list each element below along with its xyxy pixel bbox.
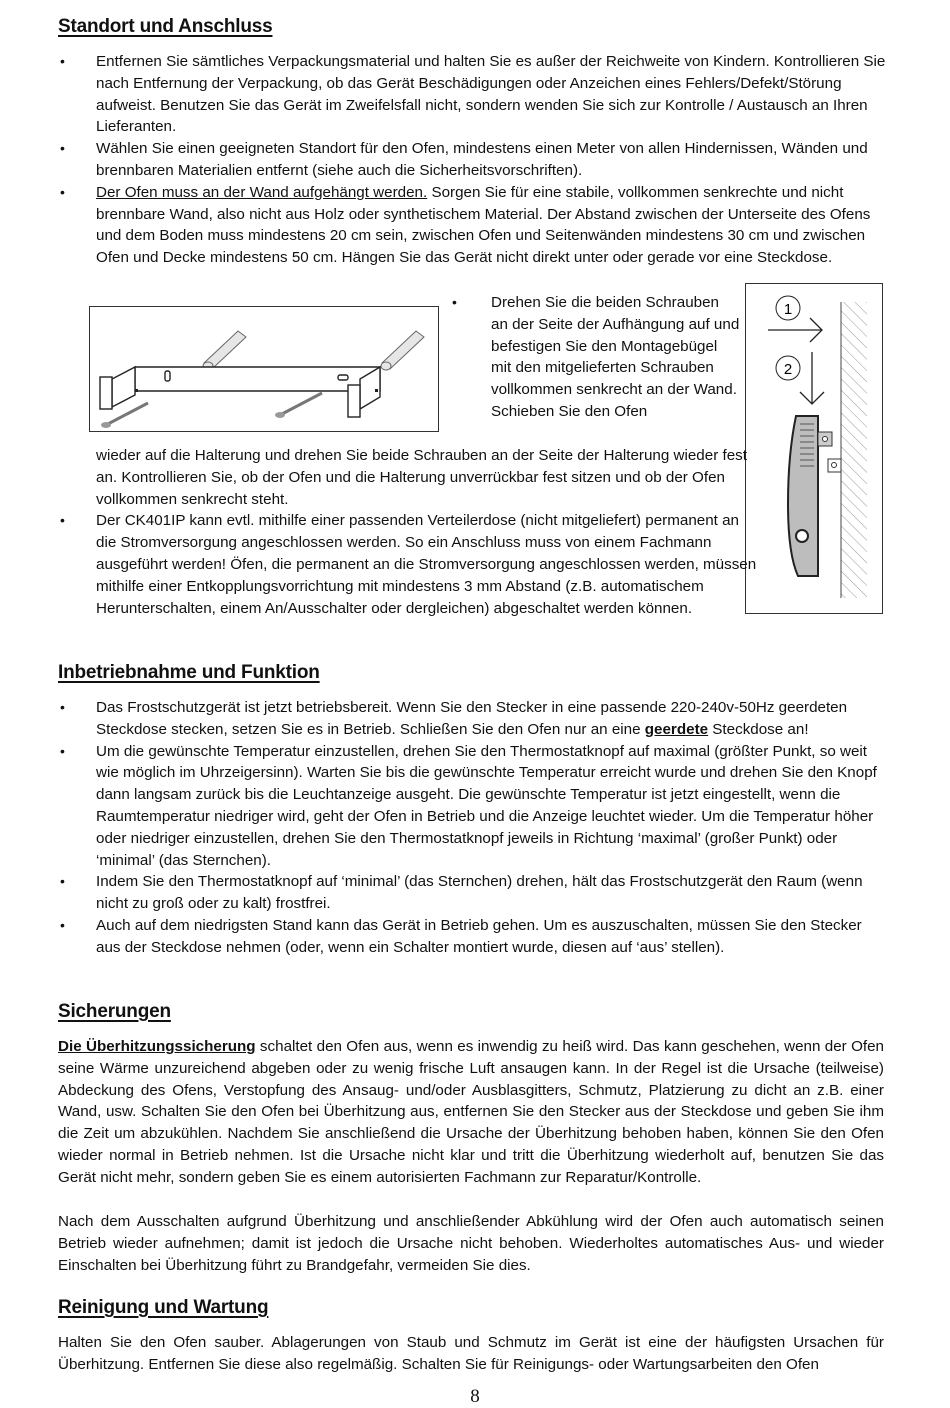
figure-wall-mounting bbox=[745, 283, 883, 614]
list-item: wieder auf die Halterung und drehen Sie beide Schrauben an der Seite der Halterung wieder fest an. Kontrollieren Sie, ob der Ofen und die Halterung unverrückbar fest sitzen und ob der Ofen vollkommen senkrecht steht. bbox=[96, 447, 747, 508]
list-item: • Indem Sie den Thermostatknopf auf ‘minimal’ (das Sternchen) drehen, hält das Frostschutzgerät den Raum (wenn nicht zu groß oder zu kalt) frostfrei. bbox=[60, 873, 863, 913]
bullet-icon: • bbox=[60, 699, 65, 715]
section-heading-reinigung: Reinigung und Wartung bbox=[58, 1297, 269, 1318]
bracket-illustration-icon bbox=[90, 307, 438, 431]
bullet-icon: • bbox=[60, 183, 65, 200]
page-number: 8 bbox=[470, 1386, 480, 1407]
bullet-icon: • bbox=[60, 512, 65, 529]
bullet-list-inbetriebnahme bbox=[58, 697, 888, 959]
bullet-icon: • bbox=[60, 742, 65, 759]
list-item: • Wählen Sie einen geeigneten Standort für den Ofen, mindestens einen Meter von allen Hindernissen, Wänden und brennbaren Materialien entfernt (siehe auch die Sicherheitsvorschriften). bbox=[60, 140, 868, 179]
emphasis-underlined: Der Ofen muss an der Wand aufgehängt werden. bbox=[96, 183, 428, 201]
bullet-list-standort-cont bbox=[58, 445, 758, 619]
paragraph-ueberhitzung: Die Überhitzungssicherung schaltet den Ofen aus, wenn es inwendig zu heiß wird. Das kann geschehen, wenn der Ofen seine Wärme unzureichend abgeben oder zu wenig frische Luft ansaugen kann. In der Regel ist die Ursache (teilweise) Abdeckung des Ofens, Verstopfung des Ansaug- und/oder Ausblasgitters, Schmutz, Platzierung zu dicht an z.B. einer Wand, usw. Schalten Sie den Ofen bei Überhitzung aus, entfernen Sie den Stecker aus der Steckdose und geben Sie ihm die Zeit um abzukühlen. Nachdem Sie anschließend die Ursache der Überhitzung behoben haben, können Sie den Ofen wieder normal in Betrieb nehmen. Ist die Ursache nicht klar und tritt die Überhitzung wiederholt auf, benutzen Sie das Gerät nicht mehr, sondern geben Sie es einem autorisierten Fachmann zur Reparatur/Kontrolle. bbox=[58, 1038, 884, 1186]
list-item: • Der Ofen muss an der Wand aufgehängt werden. Sorgen Sie für eine stabile, vollkommen senkrechte und nicht brennbare Wand, also nicht aus Holz oder synthetischem Material. Der Abstand zwischen der Unterseite des Ofens und dem Boden muss mindestens 20 cm sein, zwischen Ofen und Seitenwänden mindestens 30 cm und zwischen Ofen und Decke mindestens 50 cm. Hängen Sie das Gerät nicht direkt unter oder gerade vor eine Steckdose. bbox=[60, 183, 871, 267]
list-item: • Der CK401IP kann evtl. mithilfe einer passenden Verteilerdose (nicht mitgeliefert) permanent an die Stromversorgung angeschlossen werden. So ein Anschluss muss von einem Fachmann ausgeführt werden! Öfen, die permanent an die Stromversorgung angeschlossen werden, müssen mithilfe einer Entkopplungsvorrichtung mit mindestens 3 mm Abstand (z.B. automatischem Herunterschalten, einem An/Ausschalter oder dergleichen) abgeschaltet werden können. bbox=[60, 512, 757, 617]
bullet-list-standort bbox=[58, 51, 888, 269]
list-item: • Um die gewünschte Temperatur einzustellen, drehen Sie den Thermostatknopf auf maximal (größter Punkt, so weit wie möglich im Uhrzeigersinn). Warten Sie bis die gewünschte Temperatur erreicht wurde und drehen Sie den Knopf dann langsam zurück bis die Leuchtanzeige ausgeht. Die gewünschte Temperatur ist jetzt eingestellt, wenn die Raumtemperatur niedriger wird, geht der Ofen in Betrieb und die Anzeige leuchtet wieder. Um die Temperatur höher oder niedriger einzustellen, drehen Sie den Thermostatknopf jeweils in Richtung ‘maximal’ (großer Punkt) oder ‘minimal’ (das Sternchen). bbox=[60, 742, 877, 869]
paragraph-automatisch: Nach dem Ausschalten aufgrund Überhitzung und anschließender Abkühlung wird der Ofen auch automatisch seinen Betrieb wieder aufnehmen; damit ist jedoch die Ursache nicht behoben. Wiederholtes automatisches Aus- und wieder Einschalten bei Überhitzung führt zu Brandgefahr, vermeiden Sie dies. bbox=[58, 1213, 884, 1274]
wall-mount-illustration-icon bbox=[746, 284, 882, 613]
bullet-icon: • bbox=[60, 873, 65, 890]
bullet-icon: • bbox=[452, 294, 457, 310]
list-item: • Das Frostschutzgerät ist jetzt betriebsbereit. Wenn Sie den Stecker in eine passende 220-240v-50Hz geerdeten Steckdose stecken, setzen Sie es in Betrieb. Schließen Sie den Ofen nur an eine geerdete Steckdose an! bbox=[60, 699, 848, 738]
bullet-icon: • bbox=[60, 53, 65, 69]
paragraph-reinigung: Halten Sie den Ofen sauber. Ablagerungen von Staub und Schmutz im Gerät ist eine der häufigsten Ursachen für Überhitzung. Entfernen Sie diese also regelmäßig. Schalten Sie für Reinigungs- oder Wartungsarbeiten den Ofen bbox=[58, 1334, 884, 1373]
svg-text:1: 1 bbox=[783, 301, 793, 318]
bullet-icon: • bbox=[60, 140, 65, 157]
bullet-icon: • bbox=[60, 916, 65, 933]
list-item-side: • Drehen Sie die beiden Schrauben an der Seite der Aufhängung auf und befestigen Sie den Montagebügel mit den mitgelieferten Schrauben vollkommen senkrecht an der Wand. Schieben Sie den Ofen bbox=[452, 294, 740, 420]
section-heading-inbetriebnahme: Inbetriebnahme und Funktion bbox=[58, 662, 320, 683]
svg-text:2: 2 bbox=[783, 361, 793, 378]
emphasis-bold-underlined: geerdete bbox=[644, 720, 709, 738]
list-item: • Auch auf dem niedrigsten Stand kann das Gerät in Betrieb gehen. Um es auszuschalten, müssen Sie den Stecker aus der Steckdose nehmen (oder, wenn ein Schalter montiert wurde, diesen auf ‘aus’ stellen). bbox=[60, 916, 862, 956]
section-heading-standort: Standort und Anschluss bbox=[58, 16, 273, 37]
emphasis-bold-underlined: Die Überhitzungssicherung bbox=[58, 1038, 256, 1055]
figure-mounting-bracket bbox=[89, 306, 439, 432]
list-item: • Entfernen Sie sämtliches Verpackungsmaterial und halten Sie es außer der Reichweite von Kindern. Kontrollieren Sie nach Entfernung der Verpackung, ob das Gerät Beschädigungen oder Anzeichen eines Fehlers/Defekt/Störung aufweist. Benutzen Sie das Gerät im Zweifelsfall nicht, sondern wenden Sie sich zur Kontrolle / Austausch an Ihren Lieferanten. bbox=[60, 53, 886, 136]
section-heading-sicherungen: Sicherungen bbox=[58, 1001, 171, 1022]
